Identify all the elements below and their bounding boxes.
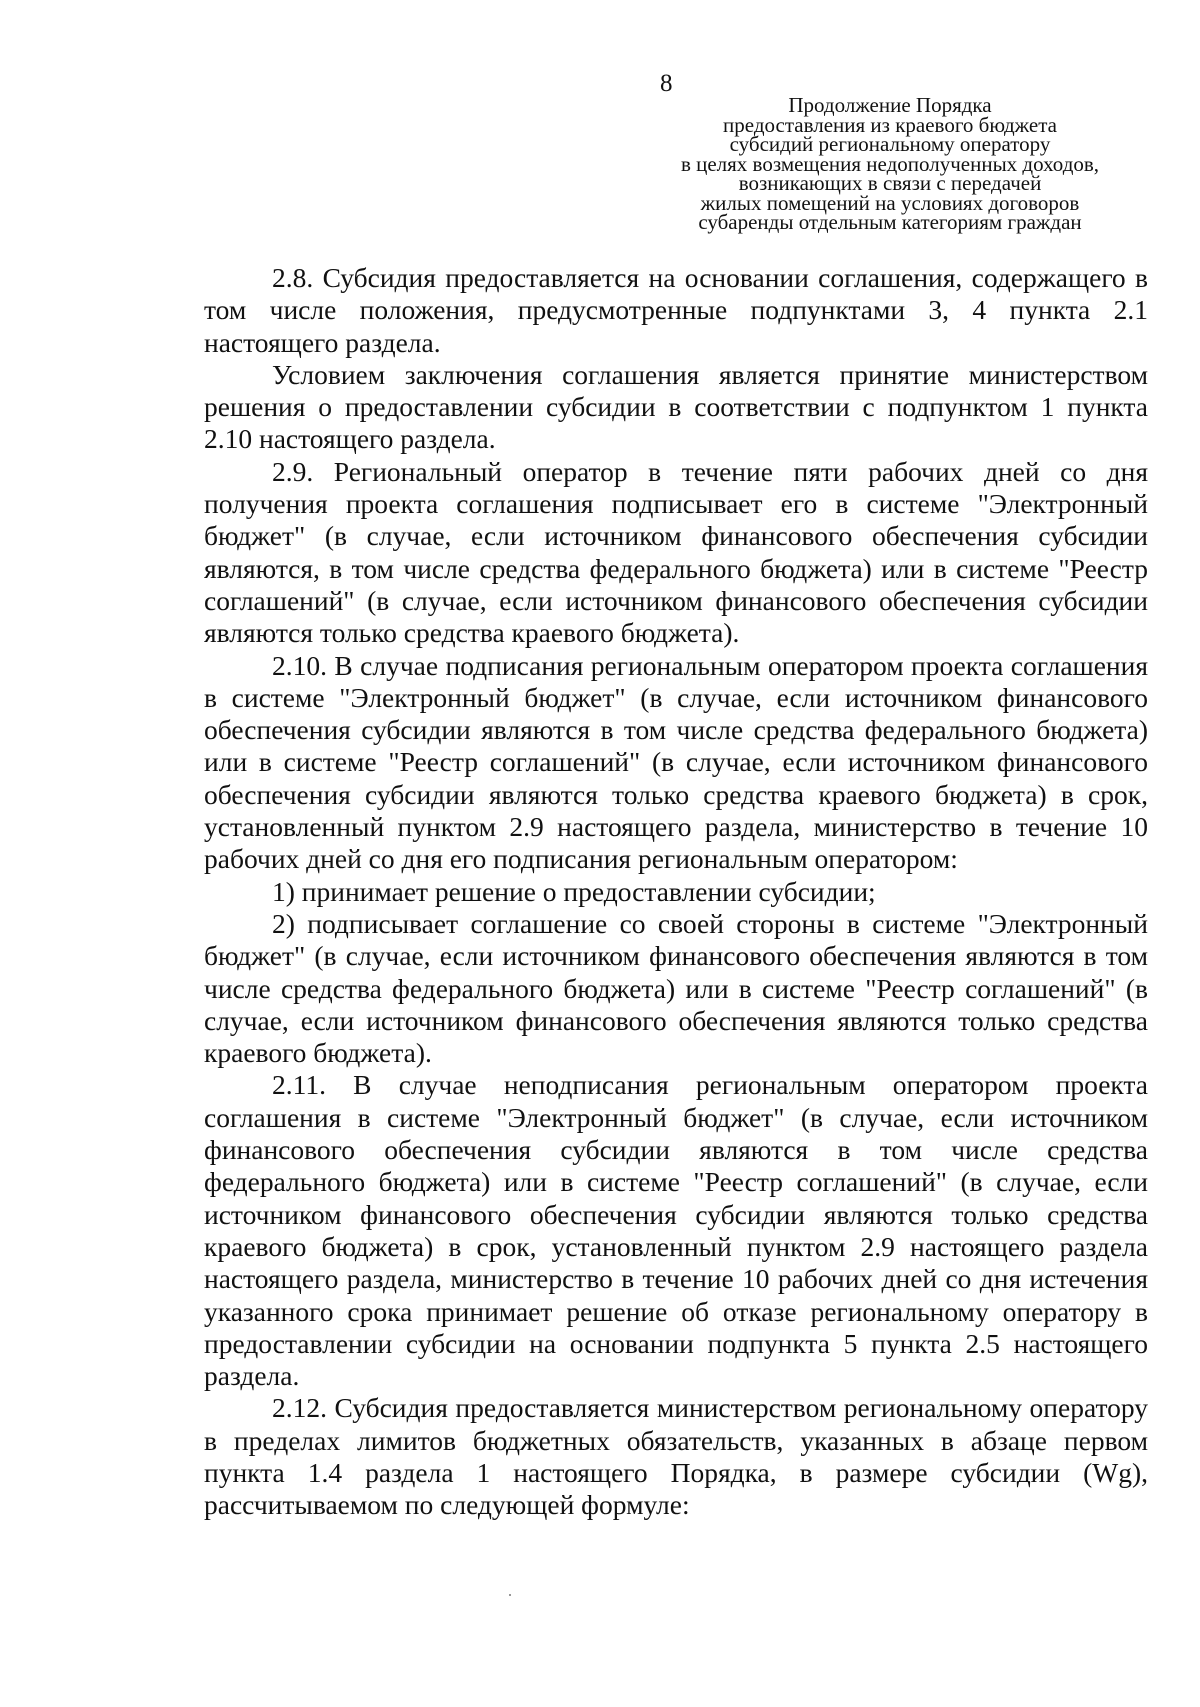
header-line: субаренды отдельным категориям граждан xyxy=(698,210,1082,234)
document-header xyxy=(620,93,1160,234)
paragraph-condition: Условием заключения соглашения является принятие министерством решения о предоставлении субсидии в соответствии с подпунктом 1 пункта 2.10 настоящего раздела. xyxy=(204,358,1148,455)
paragraph-2-10: 2.10. В случае подписания региональным оператором проекта соглашения в системе "Электронный бюджет" (в случае, если источником финансового обеспечения субсидии являются в том числе средства федерального бюджета) или в системе "Реестр соглашений" (в случае, если источником финансового обеспечения субсидии являются только средства краевого бюджета) в срок, установленный пунктом 2.9 настоящего раздела, министерство в течение 10 рабочих дней со дня его подписания региональным оператором: xyxy=(204,649,1148,875)
header-line: жилых помещений на условиях договоров xyxy=(700,190,1080,215)
document-body xyxy=(204,262,1148,1522)
paragraph-2-10-item-2: 2) подписывает соглашение со своей стороны в системе "Электронный бюджет" (в случае, если источником финансового обеспечения являются в том числе средства федерального бюджета) или в системе "Реестр соглашений" (в случае, если источником финансового обеспечения являются только средства краевого бюджета). xyxy=(204,907,1148,1069)
page-number: 8 xyxy=(660,70,673,97)
header-line: предоставления из краевого бюджета xyxy=(723,112,1057,137)
paragraph-2-10-item-1: 1) принимает решение о предоставлении субсидии; xyxy=(272,875,876,907)
header-line: в целях возмещения недополученных доходов, xyxy=(680,151,1100,176)
paragraph-2-8: 2.8. Субсидия предоставляется на основании соглашения, содержащего в том числе положения, предусмотренные подпунктами 3, 4 пункта 2.1 настоящего раздела. xyxy=(204,262,1148,358)
header-line: возникающих в связи с передачей xyxy=(738,171,1042,195)
paragraph-2-11: 2.11. В случае неподписания региональным оператором проекта соглашения в системе "Электронный бюджет" (в случае, если источником финансового обеспечения субсидии являются в том числе средства федерального бюджета) или в системе "Реестр соглашений" (в случае, если источником финансового обеспечения субсидии являются только средства краевого бюджета) в срок, установленный пунктом 2.9 настоящего раздела настоящего раздела, министерство в течение 10 рабочих дней со дня истечения указанного срока принимает решение об отказе региональному оператору в предоставлении субсидии на основании подпункта 5 пункта 2.5 настоящего раздела. xyxy=(204,1069,1148,1392)
header-line: субсидий региональному оператору xyxy=(729,132,1051,156)
paragraph-2-9: 2.9. Региональный оператор в течение пяти рабочих дней со дня получения проекта соглашения подписывает его в системе "Электронный бюджет" (в случае, если источником финансового обеспечения субсидии являются, в том числе средства федерального бюджета) или в системе "Реестр соглашений" (в случае, если источником финансового обеспечения субсидии являются только средства краевого бюджета). xyxy=(204,455,1148,649)
header-line: Продолжение Порядка xyxy=(788,93,992,117)
paragraph-2-12: 2.12. Субсидия предоставляется министерством региональному оператору в пределах лимитов бюджетных обязательств, указанных в абзаце первом пункта 1.4 раздела 1 настоящего Порядка, в размере субсидии (Wg), рассчитываемом по следующей формуле: xyxy=(204,1392,1148,1521)
scan-artifact xyxy=(509,1594,511,1596)
